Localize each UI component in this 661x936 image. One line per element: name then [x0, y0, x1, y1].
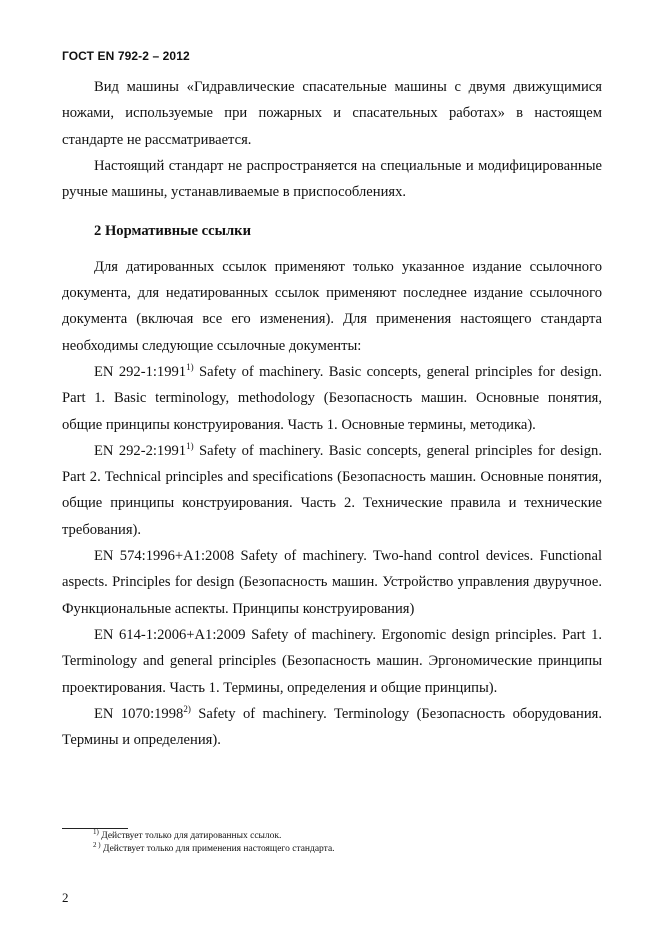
footnote-mark: 2 ) [93, 841, 101, 849]
reference-text: Safety of machinery. Basic concepts, general principles for design. Part 1. Basic terminology, methodology (Безопасность машин. Основные понятия, общие принципы конструирования. Часть 1. Основные термины, методика). [62, 363, 602, 433]
footnote-1 [93, 830, 335, 843]
footnote-marker: 1) [186, 440, 194, 451]
reference-item-en-574 [62, 543, 602, 622]
footnote-marker: 2) [183, 703, 191, 714]
section-title: 2 Нормативные ссылки [94, 223, 251, 240]
intro-paragraph-1: Вид машины «Гидравлические спасательные машины с двумя движущимися ножами, используемые при пожарных и спасательных работах» в настоящем стандарте не рассматривается. [62, 79, 602, 148]
footnote-mark: 1) [93, 828, 99, 836]
footnote-2 [93, 843, 335, 856]
reference-code: EN 1070:1998 [94, 705, 184, 722]
footnotes [93, 830, 335, 856]
reference-item-en-292-1 [62, 359, 602, 438]
page-number: 2 [62, 890, 69, 905]
reference-code: EN 574:1996+A1:2008 [94, 548, 235, 565]
footnote-text: Действует только для применения настоящего стандарта. [100, 844, 335, 854]
reference-text: Safety of machinery. Two-hand control devices. Functional aspects. Principles for design (Безопасность машин. Устройство управления двуручное. Функциональные аспекты. Принципы конструирования) [62, 548, 602, 617]
reference-text: Safety of machinery. Ergonomic design principles. Part 1. Terminology and general principles (Безопасность машин. Эргономические принципы проектирования. Часть 1. Термины, определения и общие принципы). [62, 626, 603, 696]
reference-text: Safety of machinery. Terminology (Безопасность оборудования. Термины и определения). [62, 705, 602, 749]
section-lead-paragraph: Для датированных ссылок применяют только указанное издание ссылочного документа, для недатированных ссылок применяют последнее издание ссылочного документа (включая все его изменения). Для применения настоящего стандарта необходимы следующие ссылочные документы: [62, 258, 602, 354]
reference-item-en-1070 [62, 701, 602, 754]
footnote-text: Действует только для датированных ссылок. [98, 831, 282, 841]
reference-text: Safety of machinery. Basic concepts, general principles for design. Part 2. Technical principles and specifications (Безопасность машин. Основные понятия, общие принципы конструирования. Часть 2. Технические правила и технические требования). [62, 442, 602, 538]
footnote-marker: 1) [186, 361, 194, 372]
reference-code: EN 614-1:2006+A1:2009 [94, 626, 246, 643]
document-body [62, 74, 602, 753]
reference-item-en-614-1 [62, 622, 602, 701]
document-code-header: ГОСТ EN 792-2 – 2012 [62, 49, 190, 63]
reference-code: EN 292-1:1991 [94, 363, 187, 380]
intro-paragraph-2: Настоящий стандарт не распространяется на специальные и модифицированные ручные машины, устанавливаемые в приспособлениях. [62, 157, 602, 201]
reference-code: EN 292-2:1991 [94, 442, 187, 459]
reference-item-en-292-2 [62, 438, 602, 543]
